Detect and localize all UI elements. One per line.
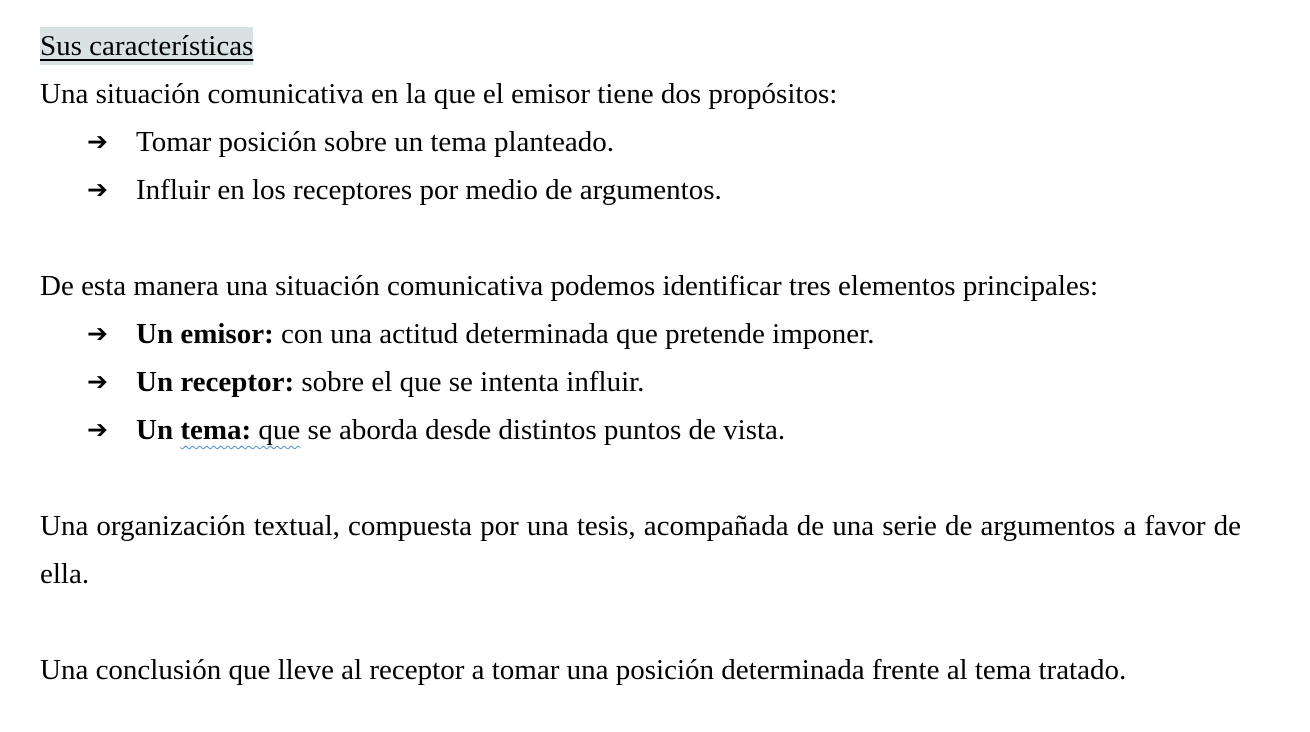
list-item-text: Tomar posición sobre un tema planteado. [136, 126, 614, 158]
list-item-text: Influir en los receptores por medio de argumentos. [136, 174, 722, 206]
section-heading: Sus características [40, 27, 253, 65]
document-page [40, 22, 1280, 694]
conclusion-paragraph: Una conclusión que lleve al receptor a tomar una posición determinada frente al tema tratado. [40, 654, 1127, 686]
list-item [40, 118, 1280, 166]
arrow-right-icon: ➔ [87, 319, 108, 348]
purposes-list [40, 118, 1280, 214]
blank-line [40, 598, 1280, 646]
arrow-right-icon: ➔ [87, 127, 108, 156]
blank-line [40, 214, 1280, 262]
list-item [40, 310, 1280, 358]
organization-paragraph: Una organización textual, compuesta por una tesis, acompañada de una serie de argumentos a favor de ella. [40, 510, 1241, 590]
element-description-start: que [251, 414, 301, 446]
list-item [40, 406, 1280, 454]
element-description: se aborda desde distintos puntos de vista. [300, 414, 786, 446]
element-description: sobre el que se intenta influir. [294, 366, 645, 398]
blank-line [40, 454, 1280, 502]
arrow-right-icon: ➔ [87, 367, 108, 396]
heading-line [40, 22, 1280, 70]
list-item [40, 358, 1280, 406]
element-term-receptor: Un receptor: [136, 366, 295, 398]
element-term-emisor: Un emisor: [136, 318, 274, 350]
list-item [40, 166, 1280, 214]
arrow-right-icon: ➔ [87, 415, 108, 444]
intro-paragraph: Una situación comunicativa en la que el emisor tiene dos propósitos: [40, 78, 838, 110]
elements-list [40, 310, 1280, 454]
arrow-right-icon: ➔ [87, 175, 108, 204]
element-term-tema: tema: [180, 414, 252, 446]
elements-intro-paragraph: De esta manera una situación comunicativa podemos identificar tres elementos principales: [40, 270, 1099, 302]
element-term-tema-prefix: Un [136, 414, 181, 446]
grammar-suggestion-underline[interactable] [180, 414, 300, 446]
element-description: con una actitud determinada que pretende imponer. [273, 318, 875, 350]
